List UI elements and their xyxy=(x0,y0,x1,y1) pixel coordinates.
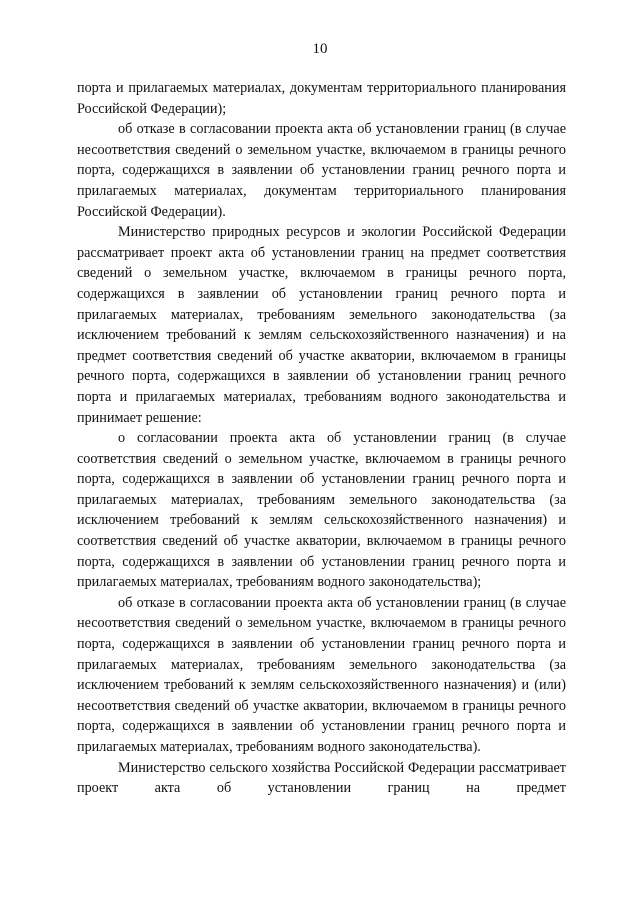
paragraph: об отказе в согласовании проекта акта об установлении границ (в случае несоответствия сведений о земельном участке, включаемом в границы речного порта, содержащихся в заявлении об установлении границ речного порта и прилагаемых материалах, документам территориального планирования Российской Федерации). xyxy=(77,121,566,220)
paragraph: об отказе в согласовании проекта акта об установлении границ (в случае несоответствия сведений о земельном участке, включаемом в границы речного порта, содержащихся в заявлении об установлении границ речного порта и прилагаемых материалах, требованиям земельного законодательства (за исключением требований к землям сельскохозяйственного назначения) и (или) несоответствия сведений об участке акватории, включаемом в границы речного порта, содержащихся в заявлении об установлении границ речного порта и прилагаемых материалах, требованиям водного законодательства). xyxy=(77,594,566,755)
page-number: 10 xyxy=(312,41,328,57)
document-body xyxy=(77,78,566,799)
paragraph: Министерство природных ресурсов и экологии Российской Федерации рассматривает проект акта об установлении границ на предмет соответствия сведений о земельном участке, включаемом в границы речного порта, содержащихся в заявлении об установлении границ речного порта и прилагаемых материалах, требованиям земельного законодательства (за исключением требований к землям сельскохозяйственного назначения) и на предмет соответствия сведений об участке акватории, включаемом в границы речного порта, содержащихся в заявлении об установлении границ речного порта и прилагаемых материалах, требованиям водного законодательства и принимает решение: xyxy=(77,224,566,426)
paragraph: Министерство сельского хозяйства Российской Федерации рассматривает проект акта об установлении границ на предмет xyxy=(77,759,566,797)
paragraph: порта и прилагаемых материалах, документам территориального планирования Российской Федерации); xyxy=(77,80,566,117)
paragraph: о согласовании проекта акта об установлении границ (в случае соответствия сведений о земельном участке, включаемом в границы речного порта, содержащихся в заявлении об установлении границ речного порта и прилагаемых материалах, требованиям земельного законодательства (за исключением требований к землям сельскохозяйственного назначения) и соответствия сведений об участке акватории, включаемом в границы речного порта, содержащихся в заявлении об установлении границ речного порта и прилагаемых материалах, требованиям водного законодательства); xyxy=(77,430,566,591)
